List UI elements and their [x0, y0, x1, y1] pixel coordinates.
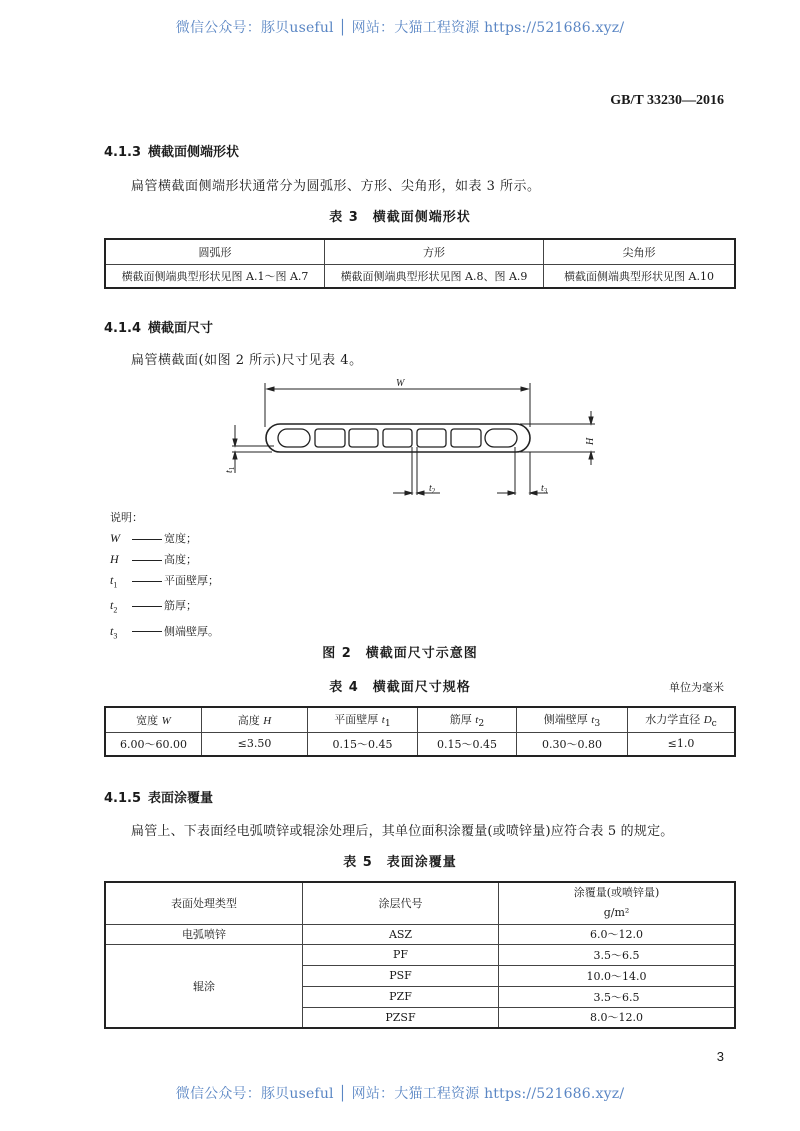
table-cell: 10.0～14.0: [499, 965, 736, 986]
label-t1: $t_1$: [224, 466, 236, 473]
table-row: [105, 924, 735, 944]
table-3: [104, 238, 736, 289]
table-header-cell: 平面壁厚 $t_1$: [308, 707, 418, 732]
legend-item: $t_3$ 侧端壁厚。: [110, 621, 219, 646]
dash: [132, 581, 162, 582]
section-title: 表面涂覆量: [148, 791, 214, 806]
section-heading-4-1-4: [104, 317, 213, 336]
figure-legend: [110, 508, 219, 646]
table-header-row: [105, 882, 735, 924]
section-title: 横截面侧端形状: [148, 145, 240, 160]
section-title: 横截面尺寸: [148, 321, 214, 336]
table-cell: 8.0～12.0: [499, 1007, 736, 1028]
table-cell: 电弧喷锌: [105, 924, 303, 944]
legend-symbol: H: [110, 552, 119, 566]
dash: [132, 631, 162, 632]
table-cell: 横截面侧端典型形状见图 A.1～图 A.7: [105, 264, 325, 288]
table-header-cell: 圆弧形: [105, 239, 325, 264]
legend-title: 说明：: [110, 511, 143, 524]
figure-2-caption: 图 2 横截面尺寸示意图: [322, 646, 478, 661]
cross-section-figure: [210, 375, 610, 505]
standard-number: GB/T 33230—2016: [610, 93, 724, 108]
table-header-cell: 筋厚 $t_2$: [418, 707, 517, 732]
table-cell: 0.15～0.45: [418, 732, 517, 756]
table-header-cell: 侧端壁厚 $t_3$: [517, 707, 628, 732]
dash: [132, 560, 162, 561]
table-4: [104, 706, 736, 757]
table-cell: 3.5～6.5: [499, 944, 736, 965]
table-header-cell: 尖角形: [544, 239, 736, 264]
legend-item: W 宽度；: [110, 528, 219, 549]
legend-symbol: $t_1$: [110, 573, 118, 590]
table-header-cell: 宽度 W: [105, 707, 202, 732]
dash: [132, 539, 162, 540]
legend-symbol: $t_3$: [110, 623, 118, 641]
table-header-row: [105, 239, 735, 264]
table-cell: 横截面侧端典型形状见图 A.8、图 A.9: [325, 264, 544, 288]
section-number: 4.1.3: [104, 145, 142, 160]
legend-item: $t_1$ 平面壁厚；: [110, 570, 219, 595]
table-5-caption: 表 5 表面涂覆量: [343, 855, 457, 870]
table-header-cell: 高度 H: [202, 707, 308, 732]
paragraph-4-1-5: 扁管上、下表面经电弧喷锌或辊涂处理后，其单位面积涂覆量(或喷锌量)应符合表 5 的规定。: [131, 824, 674, 839]
watermark-bottom: 微信公众号：豚贝useful │ 网站：大猫工程资源 https://521686.xyz/: [175, 1086, 625, 1102]
watermark-top: 微信公众号：豚贝useful │ 网站：大猫工程资源 https://521686.xyz/: [175, 20, 625, 36]
section-heading-4-1-3: [104, 141, 239, 160]
table-3-caption: 表 3 横截面侧端形状: [329, 210, 471, 225]
section-number: 4.1.4: [104, 321, 142, 336]
table-4-caption: 表 4 横截面尺寸规格: [329, 680, 471, 695]
table-header-cell: 水力学直径 $D_c$: [628, 707, 736, 732]
section-number: 4.1.5: [104, 791, 142, 806]
table-row: [105, 732, 735, 756]
table-cell: 横截面侧端典型形状见图 A.10: [544, 264, 736, 288]
table-row: [105, 944, 735, 965]
label-h: H: [585, 437, 596, 445]
table-cell: ≤1.0: [628, 732, 736, 756]
paragraph-4-1-4: 扁管横截面(如图 2 所示)尺寸见表 4。: [131, 353, 363, 368]
table-cell: 0.30～0.80: [517, 732, 628, 756]
legend-item: $t_2$ 筋厚；: [110, 595, 219, 620]
table-cell: 0.15～0.45: [308, 732, 418, 756]
table-header-row: [105, 707, 735, 732]
table-cell: ≤3.50: [202, 732, 308, 756]
label-t3: $t_3$: [541, 483, 548, 495]
table-cell: PSF: [303, 965, 499, 986]
table-cell: 3.5～6.5: [499, 986, 736, 1007]
table-cell: PF: [303, 944, 499, 965]
table-cell: PZF: [303, 986, 499, 1007]
table-header-cell: 涂层代号: [303, 882, 499, 924]
table-cell: 6.0～12.0: [499, 924, 736, 944]
legend-item: H 高度；: [110, 549, 219, 570]
legend-symbol: $t_2$: [110, 598, 118, 615]
table-header-cell: 涂覆量(或喷锌量) g/m²: [499, 882, 736, 924]
dash: [132, 606, 162, 607]
unit-note: 单位为毫米: [669, 681, 724, 694]
label-w: W: [396, 378, 405, 389]
table-cell: PZSF: [303, 1007, 499, 1028]
label-t2: $t_2$: [429, 483, 436, 495]
page-number: 3: [716, 1049, 724, 1064]
table-cell: ASZ: [303, 924, 499, 944]
table-header-cell: 方形: [325, 239, 544, 264]
legend-symbol: W: [110, 531, 120, 545]
section-heading-4-1-5: [104, 787, 213, 806]
paragraph-4-1-3: 扁管横截面侧端形状通常分为圆弧形、方形、尖角形，如表 3 所示。: [131, 179, 541, 194]
table-5: [104, 881, 736, 1029]
table-row: [105, 264, 735, 288]
table-header-cell: 表面处理类型: [105, 882, 303, 924]
table-cell: 6.00～60.00: [105, 732, 202, 756]
table-cell: 辊涂: [105, 944, 303, 1028]
